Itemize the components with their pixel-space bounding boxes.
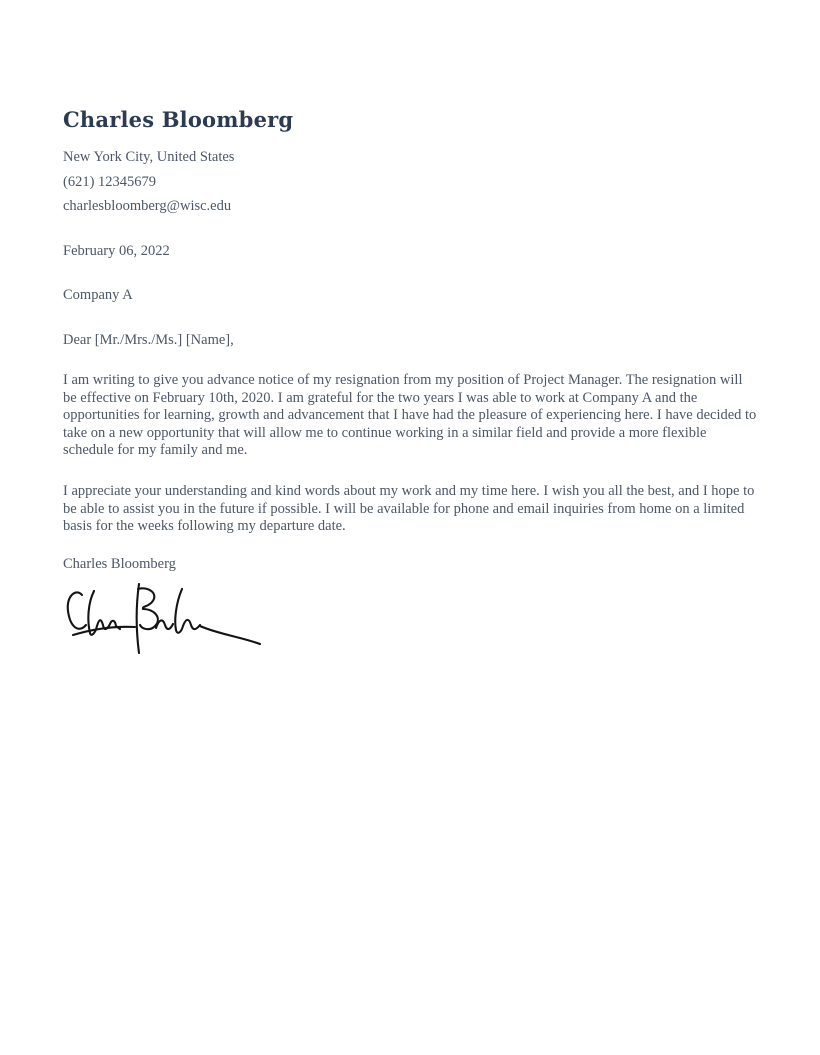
closing-signoff-name: Charles Bloomberg [63,555,176,572]
sender-phone: (621) 12345679 [63,173,157,190]
signature-image [63,583,263,655]
sender-location: New York City, United States [63,149,235,166]
body-paragraph-2: I appreciate your understanding and kind words about my work and my time here. I wish you all the best, and I hope to be able to assist you in the future if possible. I will be available for phone and email inquiries from home on a limited basis for the weeks following my departure date. [63,483,755,535]
recipient-name: Company A [63,287,133,304]
sender-email: charlesbloomberg@wisc.edu [63,198,232,215]
letter-date: February 06, 2022 [63,242,170,259]
salutation: Dear [Mr./Mrs./Ms.] [Name], [63,331,234,348]
body-paragraph-1: I am writing to give you advance notice of my resignation from my position of Project Manager. The resignation will be effective on February 10th, 2020. I am grateful for the two years I was able to work at Company A and the opportunities for learning, growth and advancement that I have had the pleasure of experiencing here. I have decided to take on a new opportunity that will allow me to continue working in a similar field and provide a more flexible schedule for my family and me. [63,372,757,459]
sender-name-heading: Charles Bloomberg [63,107,294,132]
signature-svg [63,583,263,655]
